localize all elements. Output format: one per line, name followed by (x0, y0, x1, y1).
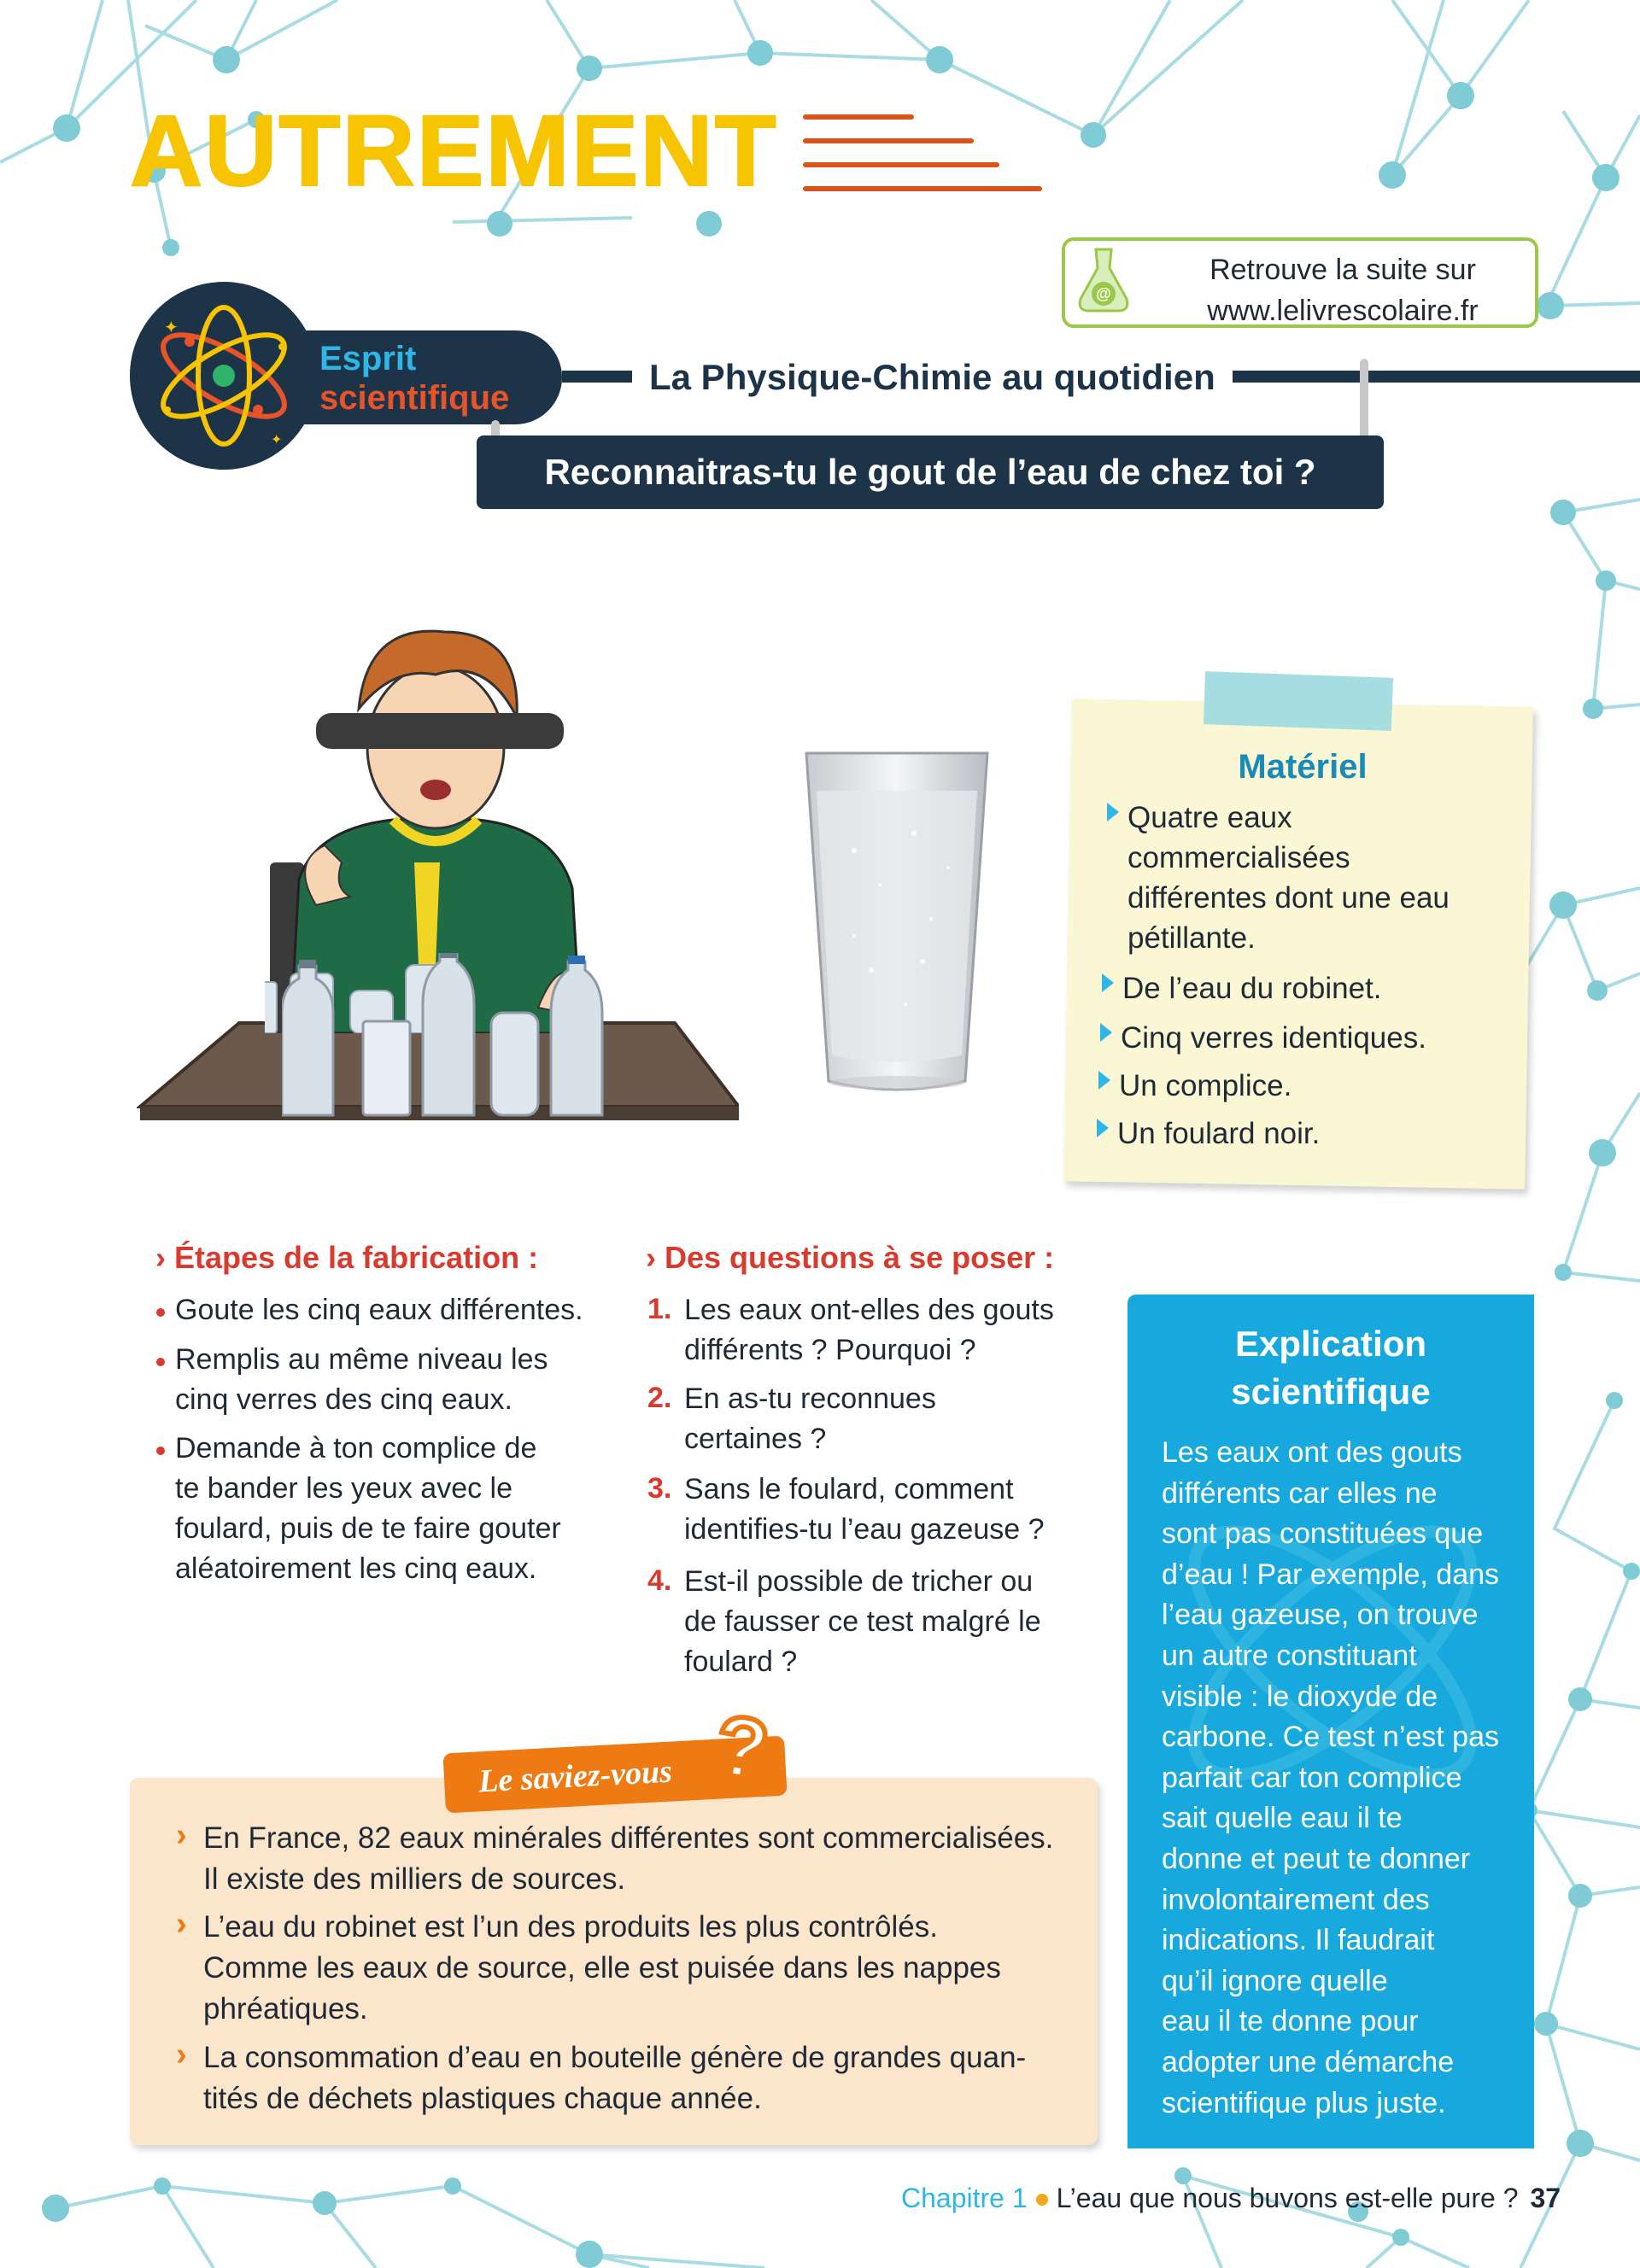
explication-title: Explication scientifique (1231, 1324, 1431, 1412)
page-number: 37 (1530, 2183, 1561, 2213)
materiel-title: Matériel (1238, 748, 1368, 786)
question-number: 3. (647, 1472, 672, 1505)
bullet-arrow-icon (1107, 803, 1119, 821)
title-decoration-line (803, 138, 974, 143)
title-decoration-line (803, 162, 999, 167)
saviez-vous-item: En France, 82 eaux minérales différentes sont commercialisées. Il existe des milliers de sources. (203, 1821, 1054, 1896)
svg-text:@: @ (1096, 285, 1111, 302)
link-line-1: Retrouve la suite sur (1210, 254, 1476, 286)
chapter-label: Chapitre 1 (901, 2183, 1028, 2213)
saviez-vous-tag: Le saviez-vous (442, 1736, 787, 1814)
question-banner: Reconnaitras-tu le gout de l’eau de chez toi ? (477, 435, 1384, 509)
footer-bullet-icon (1036, 2194, 1048, 2206)
subject-label: La Physique-Chimie au quotidien (632, 352, 1233, 403)
atom-icon (130, 282, 318, 470)
materiel-item: Cinq verres identiques. (1121, 1021, 1426, 1055)
bottles-and-glass-row (282, 953, 624, 1124)
bullet-arrow-icon (1098, 1071, 1110, 1090)
title-decoration-line (803, 186, 1042, 191)
flask-at-icon (1070, 246, 1137, 314)
chevron-right-icon: › (176, 1906, 187, 1942)
link-url[interactable]: www.lelivrescolaire.fr (1207, 295, 1479, 327)
bullet-dot-icon (156, 1358, 165, 1366)
bullet-arrow-icon (1097, 1119, 1109, 1137)
question-number: 1. (647, 1293, 672, 1325)
sparkling-water-glass (803, 748, 991, 1107)
explication-text: Les eaux ont des gouts différents car elles ne sont pas constituées que d’eau ! Par exemple, dans l’eau gazeuse, on trouve un autre constituant visible : le dioxyde de carbone. Ce test n’est pas parfait car ton complice sait quelle eau il te donne et peut te donner involontairement des indications. Il faudrait qu’il ignore quelle eau il te donne pour adopter une démarche scientifique plus juste. (1162, 1436, 1500, 2119)
saviez-vous-item: L’eau du robinet est l’un des produits les plus contrôlés. Comme les eaux de source, elle est puisée dans les nappes phréatiques. (203, 1910, 1001, 2025)
question-number: 2. (647, 1382, 672, 1414)
bullet-arrow-icon (1102, 973, 1114, 992)
page-title: AUTREMENT (130, 95, 778, 208)
online-link-box[interactable] (1062, 237, 1538, 328)
atom-badge (130, 282, 318, 470)
chevron-right-icon: › (176, 1817, 187, 1853)
tape-decoration (1204, 671, 1393, 731)
badge-label-esprit: Esprit (319, 340, 417, 377)
chevron-right-icon: › (176, 2037, 187, 2072)
question-mark-icon: ? (709, 1697, 775, 1799)
questions-title: › Des questions à se poser : (646, 1240, 1055, 1275)
etapes-title: › Étapes de la fabrication : (155, 1240, 539, 1275)
badge-label-scientifique: scientifique (319, 379, 510, 417)
bullet-dot-icon (156, 1308, 165, 1317)
question-item: Les eaux ont-elles des gouts différents ? Pourquoi ? (684, 1294, 1054, 1366)
page-footer (901, 2183, 1561, 2214)
etape-item: Goute les cinq eaux différentes. (175, 1294, 583, 1326)
materiel-item: Quatre eaux commercialisées différentes dont une eau pétillante. (1128, 801, 1450, 955)
chapter-title: L’eau que nous buvons est-elle pure ? (1056, 2183, 1519, 2213)
bullet-dot-icon (156, 1447, 165, 1455)
svg-text:✦: ✦ (271, 433, 283, 447)
saviez-vous-item: La consommation d’eau en bouteille génère de grandes quan- tités de déchets plastiques chaque année. (203, 2041, 1027, 2115)
svg-text:✦: ✦ (164, 319, 179, 337)
etape-item: Demande à ton complice de te bander les yeux avec le foulard, puis de te faire gouter aléatoirement les cinq eaux. (175, 1432, 561, 1585)
etape-item: Remplis au même niveau les cinq verres des cinq eaux. (175, 1343, 548, 1416)
question-item: Sans le foulard, comment identifies-tu l’eau gazeuse ? (684, 1473, 1045, 1546)
materiel-item: Un complice. (1119, 1069, 1292, 1102)
question-item: Est-il possible de tricher ou de fausser ce test malgré le foulard ? (684, 1565, 1041, 1678)
link-text (1159, 249, 1526, 331)
question-item: En as-tu reconnues certaines ? (684, 1382, 936, 1455)
materiel-item: Un foulard noir. (1117, 1117, 1321, 1150)
materiel-item: De l’eau du robinet. (1122, 972, 1382, 1005)
title-decoration-line (803, 114, 914, 120)
bullet-arrow-icon (1100, 1023, 1112, 1042)
question-number: 4. (647, 1564, 672, 1597)
